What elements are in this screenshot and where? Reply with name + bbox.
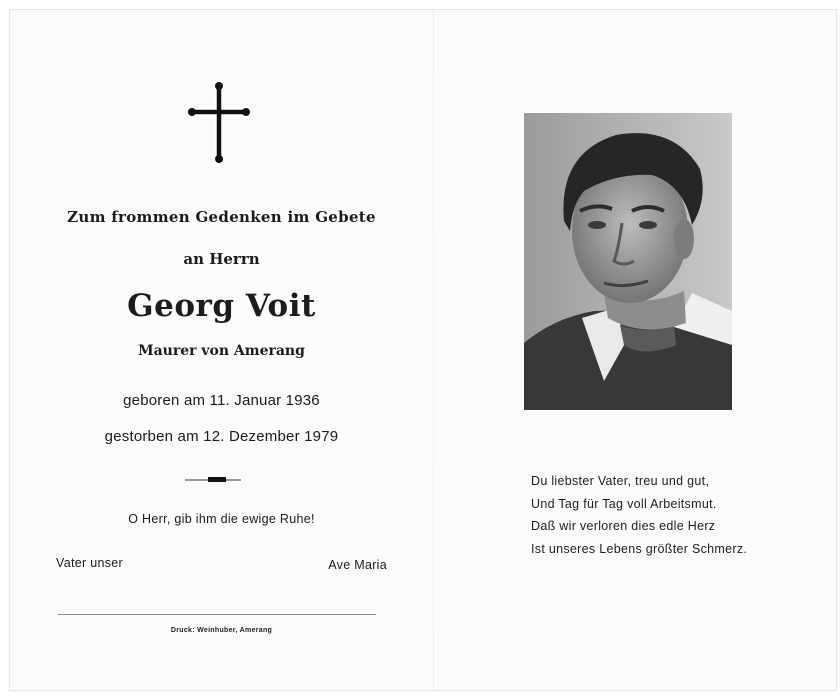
occupation: Maurer von Amerang xyxy=(138,343,305,359)
vater-unser-label: Vater unser xyxy=(56,556,123,570)
memorial-card xyxy=(10,10,836,690)
printer-credit: Druck: Weinhuber, Amerang xyxy=(170,627,273,634)
portrait-image xyxy=(524,113,732,410)
dedication-line: Zum frommen Gedenken im Gebete xyxy=(67,208,376,226)
poem-line-1: Du liebster Vater, treu und gut, xyxy=(531,474,710,488)
poem xyxy=(531,470,811,560)
left-panel xyxy=(10,10,433,690)
cross-icon xyxy=(186,78,252,166)
footer-rule xyxy=(58,614,376,615)
birth-date: geboren am 11. Januar 1936 xyxy=(123,392,320,409)
portrait-photo xyxy=(524,113,732,410)
ave-maria-label: Ave Maria xyxy=(328,558,387,572)
poem-line-3: Daß wir verloren dies edle Herz xyxy=(531,519,716,533)
divider-mark xyxy=(208,477,226,482)
death-date: gestorben am 12. Dezember 1979 xyxy=(104,428,339,445)
deceased-name: Georg Voit xyxy=(127,288,316,324)
to-line: an Herrn xyxy=(183,250,260,268)
poem-line-2: Und Tag für Tag voll Arbeitsmut. xyxy=(531,496,717,511)
poem-line-4: Ist unseres Lebens größter Schmerz. xyxy=(531,541,748,556)
prayer-line: O Herr, gib ihm die ewige Ruhe! xyxy=(128,512,315,526)
right-panel xyxy=(434,10,836,690)
